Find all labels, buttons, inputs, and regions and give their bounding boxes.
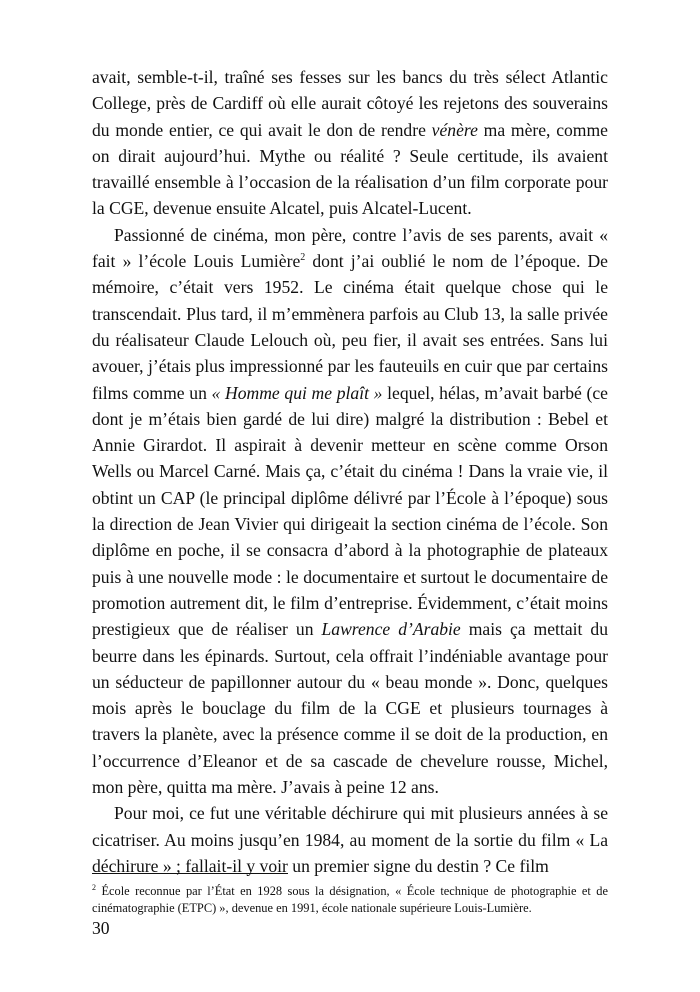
body-text [92, 64, 608, 879]
footnote-reference: 2 [300, 252, 306, 264]
footnote [92, 883, 608, 917]
footnote-divider [92, 873, 288, 874]
paragraph-2-italic-lawrence: Lawrence d’Arabie [321, 619, 461, 640]
paragraph-3 [92, 800, 608, 879]
paragraph-2-italic-film-title: « Homme qui me plaît » [211, 382, 383, 403]
paragraph-3-text: Pour moi, ce fut une véritable déchirure qui mit plusieurs années à se cicatriser. Au moins jusqu’en 1984, au moment de la sortie du film « La déchirure » ; fallait-il y voir un premier signe du destin ? Ce film [92, 803, 608, 876]
paragraph-1-italic-venere: vénère [431, 119, 478, 140]
paragraph-1-text-a: avait, semble-t-il, traîné ses fesses sur les bancs du très sélect Atlantic College, près de Cardiff où elle aurait côtoyé les rejetons des souverains du monde entier, ce qui avait le don de rendre [92, 67, 608, 140]
footnote-marker: 2 [92, 882, 96, 892]
page-number: 30 [92, 918, 110, 938]
paragraph-2 [92, 222, 608, 801]
paragraph-1-text-b: ma mère, comme on dirait aujourd’hui. Mythe ou réalité ? Seule certitude, ils avaient travaillé ensemble à l’occasion de la réalisation d’un film corporate pour la CGE, devenue ensuite Alcatel, puis Alcatel-Lucent. [92, 119, 608, 219]
paragraph-2-text-a: Passionné de cinéma, mon père, contre l’avis de ses parents, avait « fait » l’école Louis Lumière [92, 224, 608, 272]
paragraph-2-text-c: lequel, hélas, m’avait barbé (ce dont je m’étais bien gardé de lui dire) malgré la distribution : Bebel et Annie Girardot. Il aspirait à devenir metteur en scène comme Orson Wells ou Marcel Carné. Mais ça, c’était du cinéma ! Dans la vraie vie, il obtint un CAP (le principal diplôme délivré par l’École à l’époque) sous la direction de Jean Vivier qui dirigeait la section cinéma de l’école. Son diplôme en poche, il se consacra d’abord à la photographie de plateaux puis à une nouvelle mode : le documentaire et surtout le documentaire de promotion autrement dit, le film d’entreprise. Évidemment, c’était moins prestigieux que de réaliser un [92, 382, 608, 640]
footnote-text: École reconnue par l’État en 1928 sous la désignation, « École technique de photographie et de cinématographie (ETPC) », devenue en 1991, école nationale supérieure Louis-Lumière. [92, 884, 608, 915]
paragraph-2-text-d: mais ça mettait du beurre dans les épinards. Surtout, cela offrait l’indéniable avantage pour un séducteur de papillonner autour du « beau monde ». Donc, quelques mois après le bouclage du film de la CGE et plusieurs tournages à travers la planète, avec la présence comme il se doit de la production, en l’occurrence d’Eleanor et de sa cascade de chevelure rousse, Michel, mon père, quitta ma mère. J’avais à peine 12 ans. [92, 619, 608, 798]
paragraph-2-text-b: dont j’ai oublié le nom de l’époque. De mémoire, c’était vers 1952. Le cinéma était quelque chose qui le transcendait. Plus tard, il m’emmènera parfois au Club 13, la salle privée du réalisateur Claude Lelouch où, peu fier, il avait ses entrées. Sans lui avouer, j’étais plus impressionné par les fauteuils en cuir que par certains films comme un [92, 251, 608, 403]
paragraph-1 [92, 64, 608, 222]
